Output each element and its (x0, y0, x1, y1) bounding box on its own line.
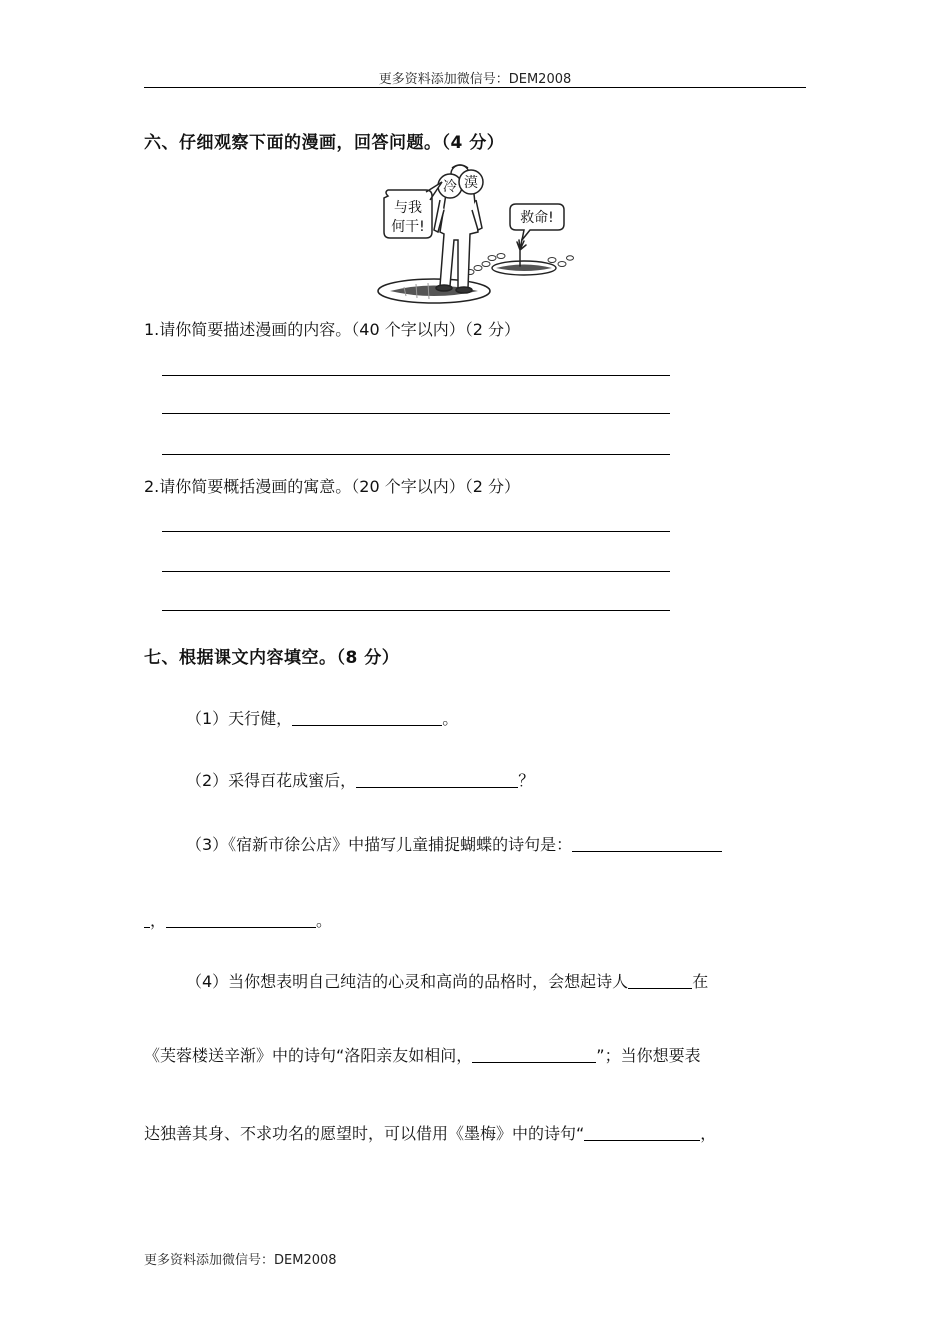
page-header: 更多资料添加微信号：DEM2008 (378, 72, 572, 87)
item-4-text-2: 《芙蓉楼送辛渐》中的诗句“洛阳亲友如相问， (144, 1046, 473, 1065)
blank-1[interactable] (292, 709, 442, 726)
fill-item-4-line2 (144, 1043, 701, 1066)
blank-3b[interactable] (166, 911, 316, 928)
cartoon-illustration (374, 160, 582, 306)
page-footer: 更多资料添加微信号：DEM2008 (144, 1253, 337, 1268)
question-1: 1.请你简要描述漫画的内容。（40 个字以内）（2 分） (144, 320, 520, 339)
fill-item-4-line3 (144, 1121, 716, 1144)
answer-line[interactable] (162, 571, 670, 572)
mask-left-text: 冷 (443, 179, 457, 195)
fill-item-4-line1 (186, 969, 708, 992)
right-bubble-text: 救命! (520, 210, 554, 226)
item-4-text-1-suffix: 在 (692, 972, 709, 991)
answer-line[interactable] (162, 454, 670, 455)
fill-item-3-continued (144, 908, 332, 931)
blank-2[interactable] (356, 771, 518, 788)
item-3-suffix: 。 (316, 911, 333, 930)
item-1-text: （1）天行健， (186, 709, 293, 728)
answer-line[interactable] (162, 375, 670, 376)
blank-4-poet[interactable] (628, 972, 692, 989)
question-2: 2.请你简要概括漫画的寓意。（20 个字以内）（2 分） (144, 477, 520, 496)
item-2-suffix: ？ (518, 771, 535, 790)
item-4-text-1: （4）当你想表明自己纯洁的心灵和高尚的品格时，会想起诗人 (186, 972, 629, 991)
item-3-comma: ， (150, 911, 167, 930)
section-6-title: 六、仔细观察下面的漫画，回答问题。（4 分） (144, 133, 505, 153)
item-4-text-2-suffix: ”；当你想要表 (596, 1046, 701, 1065)
mask-right-text: 漠 (464, 175, 478, 191)
fill-item-2 (186, 768, 534, 791)
left-bubble-line1: 与我 (394, 200, 422, 216)
blank-3a[interactable] (572, 835, 722, 852)
header-divider (144, 87, 806, 88)
item-1-suffix: 。 (442, 709, 459, 728)
fill-item-1 (186, 706, 458, 729)
answer-line[interactable] (162, 413, 670, 414)
blank-4-verse[interactable] (472, 1046, 596, 1063)
item-4-text-3-suffix: ， (700, 1124, 717, 1143)
answer-line[interactable] (162, 531, 670, 532)
item-4-text-3: 达独善其身、不求功名的愿望时，可以借用《墨梅》中的诗句“ (144, 1124, 585, 1143)
item-3-text: （3）《宿新市徐公店》中描写儿童捕捉蝴蝶的诗句是： (186, 835, 573, 854)
left-bubble-line2: 何干! (391, 219, 425, 235)
item-2-text: （2）采得百花成蜜后， (186, 771, 357, 790)
blank-4-mei[interactable] (584, 1124, 700, 1141)
section-7-title: 七、根据课文内容填空。（8 分） (144, 648, 400, 668)
answer-line[interactable] (162, 610, 670, 611)
fill-item-3 (186, 832, 722, 855)
